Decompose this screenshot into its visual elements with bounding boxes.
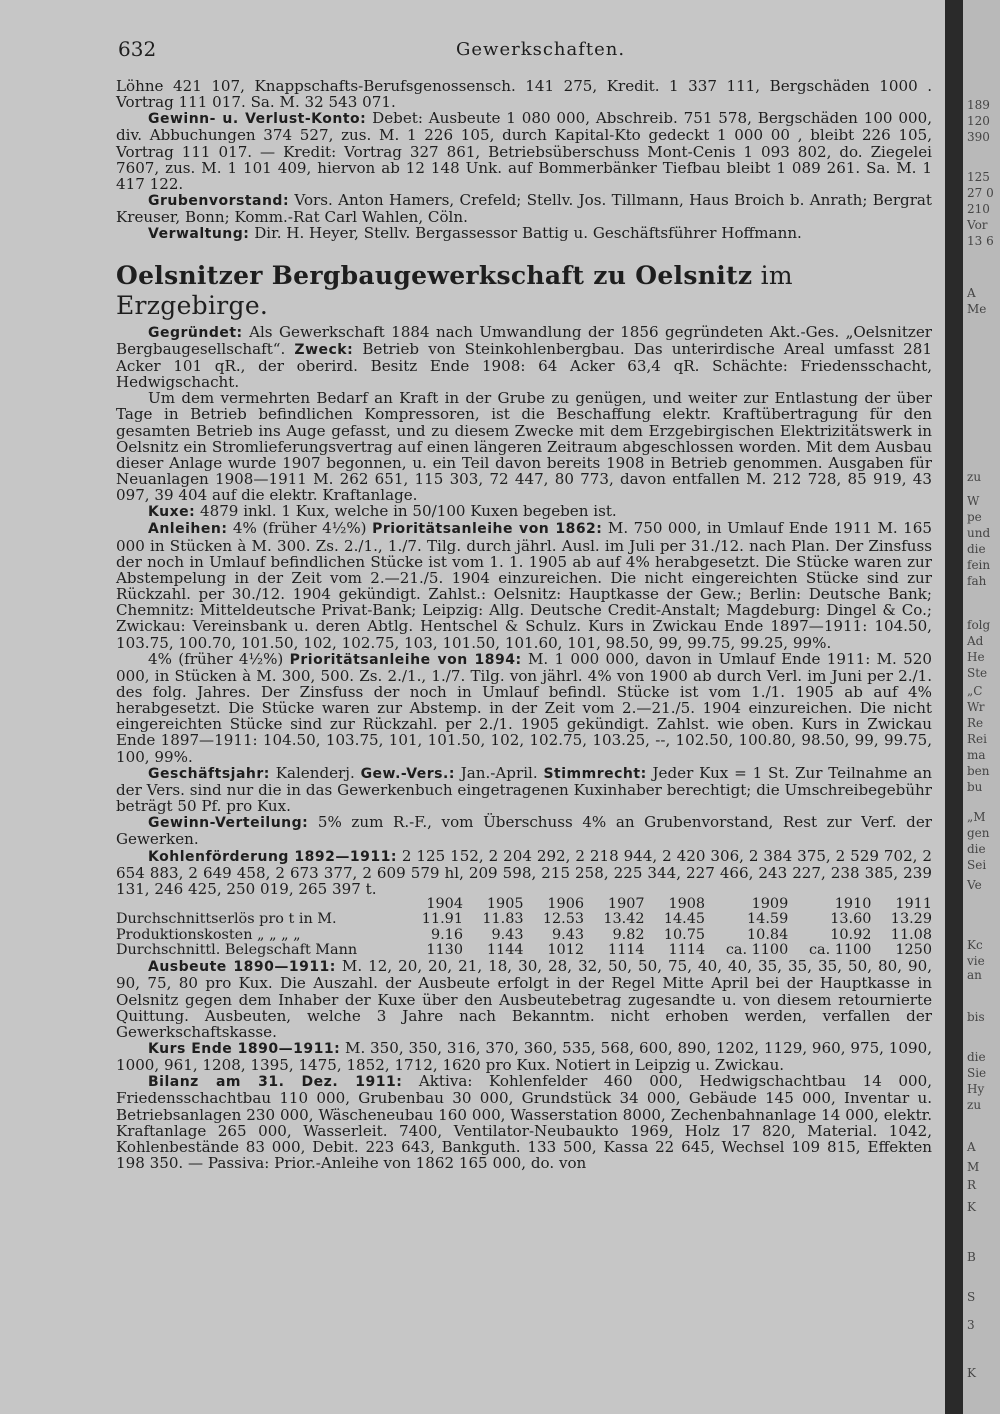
table-cell: 1012 — [547, 941, 585, 958]
gv-text: Debet: Ausbeute 1 080 000, Abschreib. 751 578, Bergschäden 100 000, div. Abbuchungen 374 527, zus. M. 1 226 105, durch Kapital-Kto gedeckt 1 000 00 , bleibt 226 105, Vortrag 111 017. — Kredit: Vortrag 327 861, Betriebsüberschuss Mont-Cenis 1 093 802, do. Ziegelei 7607, zus. M. 1 101 409, hiervon ab 12 148 Unk. auf Bommerbänker Tiefbau bleibt 1 089 261. Sa. M. 1 417 122. — [116, 109, 932, 193]
facing-fragment: Ve — [967, 878, 982, 892]
prev-gewinn-verlust — [116, 110, 932, 192]
page-body — [116, 78, 932, 1171]
anleihe-1894-label: Prioritätsanleihe von 1894: — [289, 651, 522, 668]
facing-fragment: vie — [967, 954, 985, 968]
facing-fragment: Sei — [967, 858, 987, 872]
facing-fragment: Ste — [967, 666, 988, 680]
year-header: 1910 — [834, 896, 872, 913]
facing-fragment: ma — [967, 748, 986, 762]
facing-fragment: die — [967, 542, 986, 556]
table-cell: 9.43 — [551, 926, 585, 943]
facing-fragment: W — [967, 494, 980, 508]
gewinn-verteilung-text: 5% zum R.-F., vom Überschuss 4% an Grubenvorstand, Rest zur Verf. der Gewerken. — [116, 813, 932, 849]
table-cell: 10.84 — [747, 926, 789, 943]
gewinn-verteilung-label: Gewinn-Verteilung: — [148, 815, 309, 832]
facing-fragment: Hy — [967, 1082, 985, 1096]
facing-fragment: 390 — [967, 130, 990, 144]
gegruendet-label: Gegründet: — [148, 324, 243, 341]
facing-fragment: Vor — [967, 218, 988, 232]
anleihen-label: Anleihen: — [148, 521, 228, 538]
row-label: Durchschnittserlös pro t in M. — [116, 911, 337, 928]
year-header: 1906 — [547, 896, 585, 913]
facing-fragment: fein — [967, 558, 991, 572]
table-row — [116, 928, 932, 943]
facing-fragment: fah — [967, 574, 987, 588]
kurs-paragraph — [116, 1040, 932, 1073]
prev-verwaltung — [116, 225, 932, 242]
facing-fragment: Kc — [967, 938, 983, 952]
facing-fragment: 13 6 — [967, 234, 994, 248]
facing-fragment: Me — [967, 302, 987, 316]
table-corner — [116, 897, 402, 912]
entry-title — [116, 261, 932, 321]
prev-grubenvorstand — [116, 192, 932, 225]
facing-fragment: ben — [967, 764, 990, 778]
book-gutter — [945, 0, 963, 1414]
facing-fragment: K — [967, 1366, 976, 1380]
table-cell: 14.45 — [663, 911, 706, 928]
gew-vers-text: Jan.-April. — [454, 763, 544, 782]
kuxe-text: 4879 inkl. 1 Kux, welche in 50/100 Kuxen begeben ist. — [195, 502, 617, 521]
prev-loehne: Löhne 421 107, Knappschafts-Berufsgenossensch. 141 275, Kredit. 1 337 111, Bergschäden 1000 . Vortrag 111 017. Sa. M. 32 543 071. — [116, 77, 932, 112]
facing-fragment: zu — [967, 1098, 982, 1112]
year-header: 1909 — [751, 896, 789, 913]
facing-fragment: bis — [967, 1010, 985, 1024]
table-cell: 13.60 — [830, 911, 872, 928]
anleihe-1894-rate: 4% (früher 4½%) — [148, 649, 290, 668]
facing-fragment: B — [967, 1250, 976, 1264]
table-cell: 1144 — [486, 941, 524, 958]
table-cell: 1114 — [607, 941, 645, 958]
kurs-label: Kurs Ende 1890—1911: — [148, 1041, 341, 1057]
facing-fragment: „C — [967, 684, 983, 698]
table-cell: 11.83 — [482, 911, 524, 928]
geschaeftsjahr-paragraph — [116, 765, 932, 814]
zweck-text: Betrieb von Steinkohlenbergbau. Das unterirdische Areal umfasst 281 Acker 101 qR., der oberird. Besitz Ende 1908: 64 Acker 63,4 qR. Schächte: Friedensschacht, Hedwigschacht. — [116, 339, 932, 392]
anleihe-1862-label: Prioritätsanleihe von 1862: — [372, 521, 603, 538]
table-cell: 11.08 — [890, 926, 932, 943]
table-cell: 9.43 — [491, 926, 524, 943]
table-cell: 9.16 — [430, 926, 463, 943]
anleihen-rate: 4% (früher 4½%) — [227, 519, 373, 538]
facing-page-edge — [963, 0, 1000, 1414]
kohlenfoerderung-paragraph — [116, 848, 932, 897]
facing-fragment: zu — [967, 470, 982, 484]
kurs-text: M. 350, 350, 316, 370, 360, 535, 568, 600, 890, 1202, 1129, 960, 975, 1090, 1000, 961, 1208, 1395, 1475, 1852, 1712, 1620 pro Kux. Notiert in Leipzig u. Zwickau. — [116, 1039, 932, 1075]
bilanz-paragraph — [116, 1073, 932, 1171]
table-header-row — [116, 897, 932, 912]
anleihe-1894-text: M. 1 000 000, davon in Umlauf Ende 1911: M. 520 000, in Stücken à M. 300, 500. Zs. 2./1., 1./7. Tilg. von jährl. 4% von 1900 ab durch Verl. im Juni per 2./1. des folg. Jahres. Der Zinsfuss der noch in Umlauf befindl. Stücke ist vom 1./1. 1905 ab auf 4% herabgesetzt. Die Stücke waren zur Abstemp. in der Zeit vom 2.—21./5. 1904 einzureichen. Die nicht eingereichten Stücke sind zur Rückzahl. per 2./1. 1905 gekündigt. Zahlst. wie oben. Kurs in Zwickau Ende 1897—1911: 104.50, 103.75, 101, 101.50, 102, 102.75, 103.25, --, 102.50, 100.80, 98.50, 99, 99.75, 100, 99%. — [116, 649, 932, 766]
facing-fragment: bu — [967, 780, 983, 794]
facing-fragment: K — [967, 1200, 976, 1214]
ausbeute-label: Ausbeute 1890—1911: — [148, 959, 336, 976]
year-header: 1907 — [607, 896, 645, 913]
kuxe-label: Kuxe: — [148, 504, 196, 521]
gr-text: Vors. Anton Hamers, Crefeld; Stellv. Jos. Tillmann, Haus Broich b. Anrath; Bergrat Kreuser, Bonn; Komm.-Rat Carl Wahlen, Cöln. — [116, 191, 932, 227]
table-cell: 11.91 — [421, 911, 463, 928]
year-header: 1905 — [486, 896, 524, 913]
facing-fragment: „M — [967, 810, 986, 824]
facing-fragment: A — [967, 286, 976, 300]
table-cell: 1250 — [895, 941, 932, 958]
facing-fragment: M — [967, 1160, 980, 1174]
facing-fragment: 3 — [967, 1318, 975, 1332]
facing-fragment: folg — [967, 618, 991, 632]
year-header: 1908 — [668, 896, 706, 913]
facing-fragment: die — [967, 842, 986, 856]
gv-label: Gewinn- u. Verlust-Konto: — [148, 111, 367, 128]
gegruendet-paragraph — [116, 324, 932, 391]
page-number: 632 — [118, 37, 157, 61]
anleihe-1862-text: M. 750 000, in Umlauf Ende 1911 M. 165 000 in Stücken à M. 300. Zs. 2./1., 1./7. Tilg. durch jährl. Ausl. im Juli per 31./12. nach Plan. Der Zinsfuss der noch in Umlauf befindlichen Stücke ist vom 1. 1. 1905 ab auf 4% herabgesetzt. Die Stücke waren zur Abstempelung in der Zeit vom 2.—21./5. 1904 einzureichen. Die nicht eingereichten Stücke sind zur Rückzahl. per 30./12. 1904 gekündigt. Zahlst.: Oelsnitz: Hauptkasse der Gew.; Berlin: Deutsche Bank; Chemnitz: Mitteldeutsche Privat-Bank; Leipzig: Allg. Deutsche Credit-Anstalt; Magdeburg: Dingel & Co.; Zwickau: Vereinsbank u. deren Abtlg. Hentschel & Schulz. Kurs in Zwickau Ende 1897—1911: 104.50, 103.75, 100.70, 101.50, 102, 102.75, 103, 101.50, 101.60, 101, 98.50, 99, 99.75, 99.25, 99%. — [116, 519, 932, 652]
running-head: Gewerkschaften. — [456, 39, 626, 60]
vw-text: Dir. H. Heyer, Stellv. Bergassessor Battig u. Geschäftsführer Hoffmann. — [249, 224, 802, 243]
facing-fragment: die — [967, 1050, 986, 1064]
facing-fragment: S — [967, 1290, 976, 1304]
statistics-table — [116, 897, 932, 958]
table-cell: 1130 — [426, 941, 463, 958]
table-cell: ca. 1100 — [808, 941, 872, 958]
facing-fragment: R — [967, 1178, 977, 1192]
facing-fragment: Wr — [967, 700, 985, 714]
kuxe-paragraph — [116, 503, 932, 520]
facing-fragment: 120 — [967, 114, 990, 128]
table-cell: 1114 — [668, 941, 706, 958]
facing-fragment: Rei — [967, 732, 987, 746]
ausbeute-paragraph — [116, 958, 932, 1040]
facing-fragment: an — [967, 968, 982, 982]
gegruendet-text: Als Gewerkschaft 1884 nach Umwandlung der 1856 gegründeten Akt.-Ges. „Oelsnitzer Bergbaugesellschaft“. — [116, 322, 932, 358]
bilanz-text: Aktiva: Kohlenfelder 460 000, Hedwigschachtbau 14 000, Friedensschachtbau 110 000, Grubenbau 30 000, Grundstück 34 000, Gebäude 145 000, Inventar u. Betriebsanlagen 230 000, Wäscheneubau 160 000, Wasserstation 8000, Zechenbahnanlage 14 000, elektr. Kraftanlage 265 000, Wasserleit. 7400, Ventilator-Neubaukto 1969, Holz 17 820, Material. 1042, Kohlenbestände 83 000, Debit. 223 643, Bankguth. 133 500, Kassa 22 645, Wechsel 109 815, Effekten 198 350. — Passiva: Prior.-Anleihe von 1862 165 000, do. von — [116, 1072, 932, 1173]
facing-fragment: Ad — [967, 634, 984, 648]
table-cell: 12.53 — [542, 911, 585, 928]
facing-fragment: A — [967, 1140, 976, 1154]
table-cell: 9.82 — [612, 926, 645, 943]
year-header: 1911 — [895, 896, 932, 913]
anleihe-1862-paragraph — [116, 520, 932, 650]
facing-fragment: Sie — [967, 1066, 987, 1080]
facing-fragment: 125 — [967, 170, 990, 184]
facing-fragment: 27 0 — [967, 186, 994, 200]
row-label: Durchschnittl. Belegschaft Mann — [116, 941, 358, 958]
facing-fragment: He — [967, 650, 985, 664]
facing-fragment: gen — [967, 826, 990, 840]
bilanz-label: Bilanz am 31. Dez. 1911: — [148, 1074, 403, 1091]
facing-fragment: 210 — [967, 202, 990, 216]
entry-title-bold: Oelsnitzer Bergbaugewerkschaft zu Oelsnitz — [116, 260, 753, 290]
table-cell: 13.42 — [603, 911, 645, 928]
table-cell: 10.92 — [830, 926, 872, 943]
facing-fragment: 189 — [967, 98, 990, 112]
table-cell: ca. 1100 — [725, 941, 789, 958]
geschaeftsjahr-text: Kalenderj. — [269, 763, 361, 782]
stimmrecht-text: Jeder Kux = 1 St. Zur Teilnahme an der Vers. sind nur die in das Gewerkenbuch eingetragenen Kuxinhaber berechtigt; die Umschreibegebühr beträgt 50 Pf. pro Kux. — [116, 763, 932, 816]
entry-title-rest: im Erzgebirge. — [116, 260, 793, 320]
year-header: 1904 — [426, 896, 463, 913]
row-label: Produktionskosten „ „ „ „ — [116, 926, 301, 943]
ausbeute-text: M. 12, 20, 20, 21, 18, 30, 28, 32, 50, 50, 75, 40, 40, 35, 35, 35, 50, 80, 90, 90, 75, 80 pro Kux. Die Auszahl. der Ausbeute erfolgt in der Regel Mitte April bei der Hauptkasse in Oelsnitz gegen dem Inhaber der Kuxe über den Ausbeutebetrag zugesandte u. von diesem retournierte Quittung. Ausbeuten, welche 3 Jahre nach Bekanntm. nicht erhoben werden, verfallen der Gewerkschaftskasse. — [116, 957, 932, 1041]
stimmrecht-label: Stimmrecht: — [543, 765, 647, 782]
table-row — [116, 943, 932, 958]
table-cell: 13.29 — [890, 911, 932, 928]
gew-vers-label: Gew.-Vers.: — [360, 765, 455, 782]
facing-fragment: pe — [967, 510, 982, 524]
table-cell: 10.75 — [663, 926, 706, 943]
vw-label: Verwaltung: — [148, 226, 250, 243]
kraft-paragraph: Um dem vermehrten Bedarf an Kraft in der Grube zu genügen, und weiter zur Entlastung der über Tage in Betrieb befindlichen Kompressoren, ist die Beschaffung elektr. Kraftübertragung für den gesamten Betrieb ins Auge gefasst, und zu diesem Zwecke mit dem Erzgebirgischen Elektrizitätswerk in Oelsnitz ein Stromlieferungsvertrag auf einen längeren Zeitraum abgeschlossen worden. Mit dem Ausbau dieser Anlage wurde 1907 begonnen, u. ein Teil davon bereits 1908 in Betrieb genommen. Ausgaben für Neuanlagen 1908—1911 M. 262 651, 115 303, 72 447, 80 773, davon entfallen M. 212 728, 85 919, 43 097, 39 404 auf die elektr. Kraftanlage. — [116, 389, 932, 505]
facing-fragment: und — [967, 526, 991, 540]
geschaeftsjahr-label: Geschäftsjahr: — [148, 765, 270, 782]
gr-label: Grubenvorstand: — [148, 193, 290, 210]
anleihe-1894-paragraph — [116, 651, 932, 765]
gewinn-verteilung-paragraph — [116, 814, 932, 847]
kohlenfoerderung-text: 2 125 152, 2 204 292, 2 218 944, 2 420 306, 2 384 375, 2 529 702, 2 654 883, 2 649 458, 2 673 377, 2 609 579 hl, 209 598, 215 258, 225 344, 227 466, 243 227, 238 385, 239 131, 246 425, 250 019, 265 397 t. — [116, 846, 932, 898]
facing-fragment: Re — [967, 716, 984, 730]
kohlenfoerderung-label: Kohlenförderung 1892—1911: — [148, 848, 397, 865]
zweck-label: Zweck: — [294, 341, 354, 358]
table-cell: 14.59 — [747, 911, 789, 928]
table-row — [116, 912, 932, 927]
